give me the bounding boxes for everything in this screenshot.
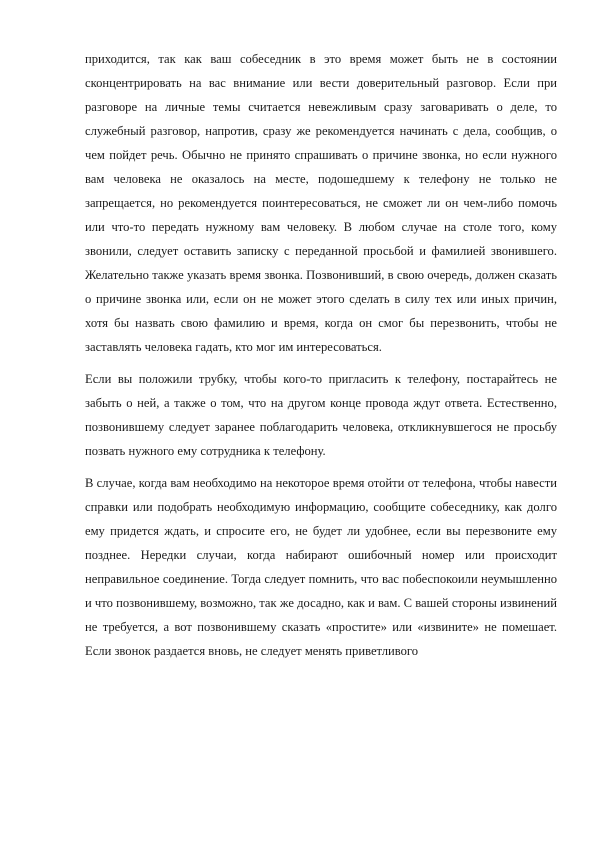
paragraph-3: В случае, когда вам необходимо на некоторое время отойти от телефона, чтобы навести справки или подобрать необходимую информацию, сообщите собеседнику, как долго ему придется ждать, и спросите его, не будет ли удобнее, если вы перезвоните ему позднее. Нередки случаи, когда набирают ошибочный номер или происходит неправильное соединение. Тогда следует помнить, что вас побеспокоили неумышленно и что позвонившему, возможно, так же досадно, как и вам. С вашей стороны извинений не требуется, а вот позвонившему сказать «простите» или «извините» не помешает. Если звонок раздается вновь, не следует менять приветливого xyxy=(85,476,557,658)
document-page xyxy=(85,47,557,671)
paragraph-1: приходится, так как ваш собеседник в это время может быть не в состоянии сконцентрировать на вас внимание или вести доверительный разговор. Если при разговоре на личные темы считается невежливым сразу заговаривать о деле, то служебный разговор, напротив, сразу же рекомендуется начинать с дела, сообщив, о чем пойдет речь. Обычно не принято спрашивать о причине звонка, но если нужного вам человека не оказалось на месте, подошедшему к телефону не только не запрещается, но рекомендуется поинтересоваться, не сможет ли он чем-либо помочь или что-то передать нужному вам человеку. В любом случае на столе того, кому звонили, следует оставить записку с переданной просьбой и фамилией звонившего. Желательно также указать время звонка. Позвонивший, в свою очередь, должен сказать о причине звонка или, если он не может этого сделать в силу тех или иных причин, хотя бы назвать свою фамилию и время, когда он смог бы перезвонить, чтобы не заставлять человека гадать, кто мог им интересоваться. xyxy=(85,52,557,354)
paragraph-2: Если вы положили трубку, чтобы кого-то пригласить к телефону, постарайтесь не забыть о ней, а также о том, что на другом конце провода ждут ответа. Естественно, позвонившему следует заранее поблагодарить человека, откликнувшегося не просьбу позвать нужного ему сотрудника к телефону. xyxy=(85,372,557,458)
